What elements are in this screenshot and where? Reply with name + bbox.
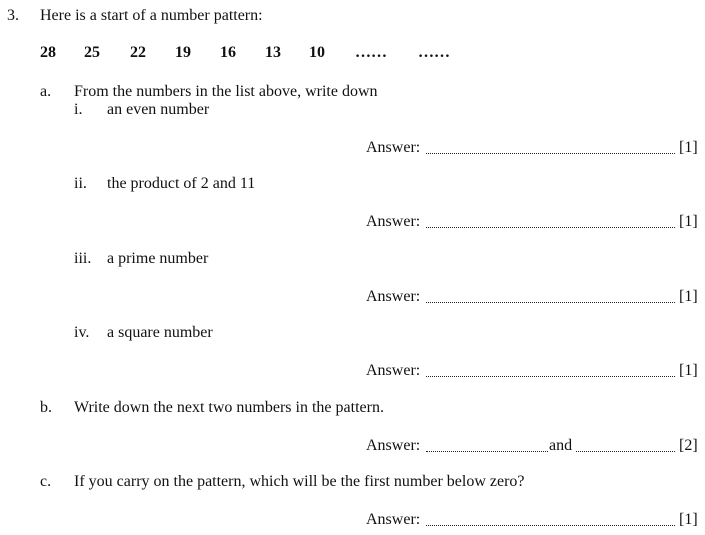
answer-line-first[interactable]	[426, 451, 548, 452]
sequence-continuation: ……	[355, 44, 387, 61]
marks: [1]	[679, 511, 698, 528]
part-c-label: c.	[40, 473, 52, 490]
answer-line-second[interactable]	[576, 451, 675, 452]
item-numeral: iv.	[74, 324, 90, 341]
part-b-label: b.	[40, 399, 52, 416]
part-c-text: If you carry on the pattern, which will be the first number below zero?	[74, 473, 525, 490]
answer-line[interactable]	[426, 153, 675, 154]
sequence-continuation: ……	[418, 44, 450, 61]
answer-joiner: and	[549, 437, 573, 454]
marks: [2]	[679, 437, 698, 454]
sequence-term: 10	[309, 44, 325, 61]
answer-label: Answer:	[366, 288, 421, 305]
item-numeral: i.	[74, 101, 83, 118]
item-text: a square number	[107, 324, 213, 341]
answer-line[interactable]	[426, 302, 675, 303]
answer-label: Answer:	[366, 139, 421, 156]
answer-label: Answer:	[366, 213, 421, 230]
marks: [1]	[679, 139, 698, 156]
item-text: the product of 2 and 11	[107, 175, 256, 192]
question-intro: Here is a start of a number pattern:	[40, 7, 263, 24]
answer-label: Answer:	[366, 511, 421, 528]
part-a-text: From the numbers in the list above, write down	[74, 83, 378, 100]
sequence-term: 16	[220, 44, 236, 61]
question-number: 3.	[7, 7, 19, 24]
answer-line[interactable]	[426, 525, 675, 526]
marks: [1]	[679, 362, 698, 379]
sequence-term: 28	[40, 44, 56, 61]
sequence-term: 13	[265, 44, 281, 61]
answer-label: Answer:	[366, 362, 421, 379]
item-text: a prime number	[107, 250, 209, 267]
marks: [1]	[679, 213, 698, 230]
item-text: an even number	[107, 101, 210, 118]
answer-line[interactable]	[426, 376, 675, 377]
sequence-term: 25	[84, 44, 100, 61]
marks: [1]	[679, 288, 698, 305]
sequence-term: 19	[175, 44, 191, 61]
answer-label: Answer:	[366, 437, 421, 454]
part-a-label: a.	[40, 83, 52, 100]
sequence-term: 22	[130, 44, 146, 61]
part-b-text: Write down the next two numbers in the pattern.	[74, 399, 384, 416]
answer-line[interactable]	[426, 227, 675, 228]
item-numeral: ii.	[74, 175, 87, 192]
item-numeral: iii.	[74, 250, 92, 267]
